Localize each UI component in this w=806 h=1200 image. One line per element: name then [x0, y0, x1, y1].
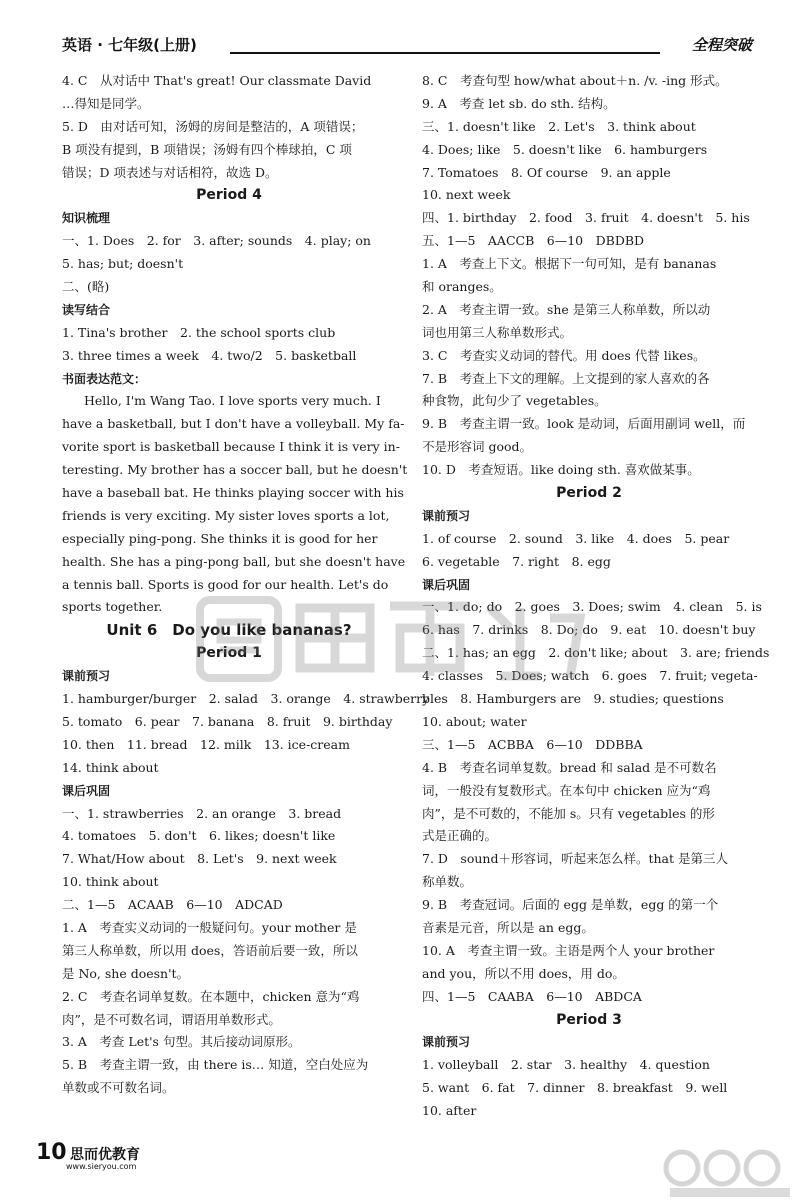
right-line: 式是正确的。 — [422, 828, 498, 844]
right-line: 1. A 考查上下文。根据下一句可知，是有 bananas — [422, 256, 717, 272]
left-line: 3. A 考查 Let's 句型。其后接动词原形。 — [62, 1034, 301, 1050]
right-line: 不是形容词 good。 — [422, 439, 533, 455]
left-line: sports together. — [62, 599, 163, 615]
left-line: 2. C 考查名词单复数。在本题中，chicken 意为“鸡 — [62, 988, 360, 1004]
right-line: 9. B 考查主谓一致。look 是动词，后面用副词 well，而 — [422, 416, 746, 432]
essay-line: Hello, I'm Wang Tao. I love sports very much. I — [84, 393, 381, 409]
essay-line: teresting. My brother has a soccer ball, but he doesn't — [62, 462, 408, 478]
section-heading: 课后巩固 — [62, 783, 111, 798]
section-heading: 知识梳理 — [62, 211, 111, 226]
left-line: …得知是同学。 — [62, 95, 150, 111]
left-line: 7. What/How about 8. Let's 9. next week — [62, 851, 337, 867]
section-heading: 读写结合 — [62, 302, 111, 317]
left-line: 肉”，是不可数名词，谓语用单数形式。 — [62, 1011, 281, 1027]
right-column — [422, 70, 770, 1123]
right-line: 7. D sound＋形容词，听起来怎么样。that 是第三人 — [422, 851, 728, 867]
right-line: 种食物，此句少了 vegetables。 — [422, 393, 607, 409]
essay-line: vorite sport is basketball because I think it is very in- — [62, 439, 400, 455]
left-line: 10. think about — [62, 874, 159, 890]
essay-line: health. She has a ping-pong ball, but she doesn't have — [62, 553, 406, 569]
right-line: 6. vegetable 7. right 8. egg — [422, 553, 611, 569]
right-line: 词，一般没有复数形式。在本句中 chicken 应为“鸡 — [422, 782, 711, 798]
right-line: 五、1—5 AACCB 6—10 DBDBD — [422, 233, 645, 249]
left-line: 二、(略) — [62, 279, 110, 295]
right-line: 7. B 考查上下文的理解。上文提到的家人喜欢的各 — [422, 370, 710, 386]
section-heading: 书面表达范文： — [62, 371, 147, 386]
left-line: 4. C 从对话中 That's great! Our classmate David — [62, 73, 372, 88]
left-line: 10. then 11. bread 12. milk 13. ice-cream — [62, 736, 350, 752]
right-line: 1. volleyball 2. star 3. healthy 4. question — [422, 1057, 710, 1073]
right-line: 音素是元音，所以是 an egg。 — [422, 919, 594, 935]
section-heading: 课前预习 — [422, 1035, 471, 1050]
right-line: 3. C 考查实义动词的替代。用 does 代替 likes。 — [422, 347, 706, 363]
left-line: 一、1. strawberries 2. an orange 3. bread — [62, 805, 342, 821]
right-line: 2. A 考查主谓一致。she 是第三人称单数，所以动 — [422, 301, 711, 317]
right-line: 四、1—5 CAABA 6—10 ABDCA — [422, 988, 642, 1004]
footer-site: www.sieryou.com — [66, 1162, 137, 1171]
left-line: 5. has; but; doesn't — [62, 256, 184, 272]
right-line: 5. want 6. fat 7. dinner 8. breakfast 9. well — [422, 1080, 728, 1096]
left-line: 5. tomato 6. pear 7. banana 8. fruit 9. birthday — [62, 713, 393, 729]
book-title: 英语 · 七年级(上册) — [62, 36, 197, 54]
right-line: and you，所以不用 does，用 do。 — [422, 965, 625, 981]
essay-line: friends is very exciting. My sister loves sports a lot, — [62, 507, 390, 523]
right-line: 10. D 考查短语。like doing sth. 喜欢做某事。 — [422, 462, 700, 478]
right-line: 4. Does; like 5. doesn't like 6. hamburgers — [422, 141, 708, 157]
left-line: 是 No, she doesn't。 — [62, 965, 190, 981]
right-line: 称单数。 — [422, 874, 473, 890]
right-line: 4. B 考查名词单复数。bread 和 salad 是不可数名 — [422, 759, 717, 775]
unit-title: Unit 6 Do you like bananas? — [106, 621, 352, 640]
right-line: 和 oranges。 — [422, 279, 502, 295]
header-rule — [230, 52, 660, 54]
period-title: Period 4 — [196, 187, 262, 204]
right-line: 10. next week — [422, 187, 511, 203]
right-line: 9. A 考查 let sb. do sth. 结构。 — [422, 95, 616, 111]
page-header — [62, 32, 752, 58]
essay-line: a tennis ball. Sports is good for our health. Let's do — [62, 576, 389, 592]
series-title: 全程突破 — [691, 36, 752, 54]
right-line: 9. B 考查冠词。后面的 egg 是单数，egg 的第一个 — [422, 897, 719, 913]
right-line: 三、1—5 ACBBA 6—10 DDBBA — [422, 736, 643, 752]
page-footer — [36, 1140, 140, 1171]
period-title: Period 3 — [556, 1011, 622, 1028]
right-line: 10. after — [422, 1103, 477, 1119]
right-line: 8. C 考查句型 how/what about＋n. /v. -ing 形式。 — [422, 73, 728, 88]
section-heading: 课后巩固 — [422, 577, 471, 592]
right-line: 二、1. has; an egg 2. don't like; about 3. are; friends — [422, 645, 770, 661]
right-line: 10. about; water — [422, 713, 527, 729]
left-line: 1. Tina's brother 2. the school sports club — [62, 324, 336, 340]
section-heading: 课前预习 — [422, 508, 471, 523]
period-title: Period 2 — [556, 485, 622, 502]
left-line: B 项没有提到，B 项错误；汤姆有四个棒球拍，C 项 — [62, 141, 352, 157]
right-line: 1. of course 2. sound 3. like 4. does 5. pear — [422, 530, 730, 546]
right-line: 词也用第三人称单数形式。 — [422, 324, 573, 340]
essay-line: have a basketball, but I don't have a volleyball. My fa- — [62, 416, 405, 432]
left-line: 1. hamburger/burger 2. salad 3. orange 4. strawberry — [62, 691, 430, 707]
left-line: 第三人称单数，所以用 does，答语前后要一致，所以 — [62, 942, 358, 958]
answer-site-stamp — [660, 1148, 800, 1200]
left-line: 3. three times a week 4. two/2 5. basketball — [62, 347, 357, 363]
right-line: 四、1. birthday 2. food 3. fruit 4. doesn't 5. his — [422, 210, 750, 226]
left-line: 二、1—5 ACAAB 6—10 ADCAD — [62, 897, 283, 913]
left-line: 5. B 考查主谓一致，由 there is… 知道，空白处应为 — [62, 1057, 369, 1073]
left-column — [62, 70, 430, 1100]
right-line: 4. classes 5. Does; watch 6. goes 7. fruit; vegeta- — [422, 668, 758, 684]
right-line: 三、1. doesn't like 2. Let's 3. think about — [422, 118, 696, 134]
left-line: 错误；D 项表述与对话相符，故选 D。 — [62, 164, 278, 180]
left-line: 1. A 考查实义动词的一般疑问句。your mother 是 — [62, 919, 357, 935]
left-line: 4. tomatoes 5. don't 6. likes; doesn't like — [62, 828, 336, 844]
left-line: 5. D 由对话可知，汤姆的房间是整洁的，A 项错误； — [62, 118, 364, 134]
section-heading: 课前预习 — [62, 669, 111, 684]
essay-line: especially ping-pong. She thinks it is good for her — [62, 530, 378, 546]
right-line: 7. Tomatoes 8. Of course 9. an apple — [422, 164, 671, 180]
left-line: 一、1. Does 2. for 3. after; sounds 4. play; on — [62, 233, 371, 249]
right-line: bles 8. Hamburgers are 9. studies; questions — [422, 691, 724, 707]
left-line: 14. think about — [62, 759, 159, 775]
right-line: 肉”，是不可数的，不能加 s。只有 vegetables 的形 — [422, 805, 715, 821]
essay-line: have a baseball bat. He thinks playing soccer with his — [62, 485, 404, 501]
right-line: 一、1. do; do 2. goes 3. Does; swim 4. clean 5. is — [422, 599, 762, 615]
right-line: 6. has 7. drinks 8. Do; do 9. eat 10. doesn't buy — [422, 622, 756, 638]
left-line: 单数或不可数名词。 — [62, 1080, 175, 1096]
footer-brand: 思而优教育 — [70, 1147, 140, 1163]
page-number: 10 — [36, 1140, 67, 1165]
period-title: Period 1 — [196, 645, 262, 662]
right-line: 10. A 考查主谓一致。主语是两个人 your brother — [422, 942, 715, 958]
